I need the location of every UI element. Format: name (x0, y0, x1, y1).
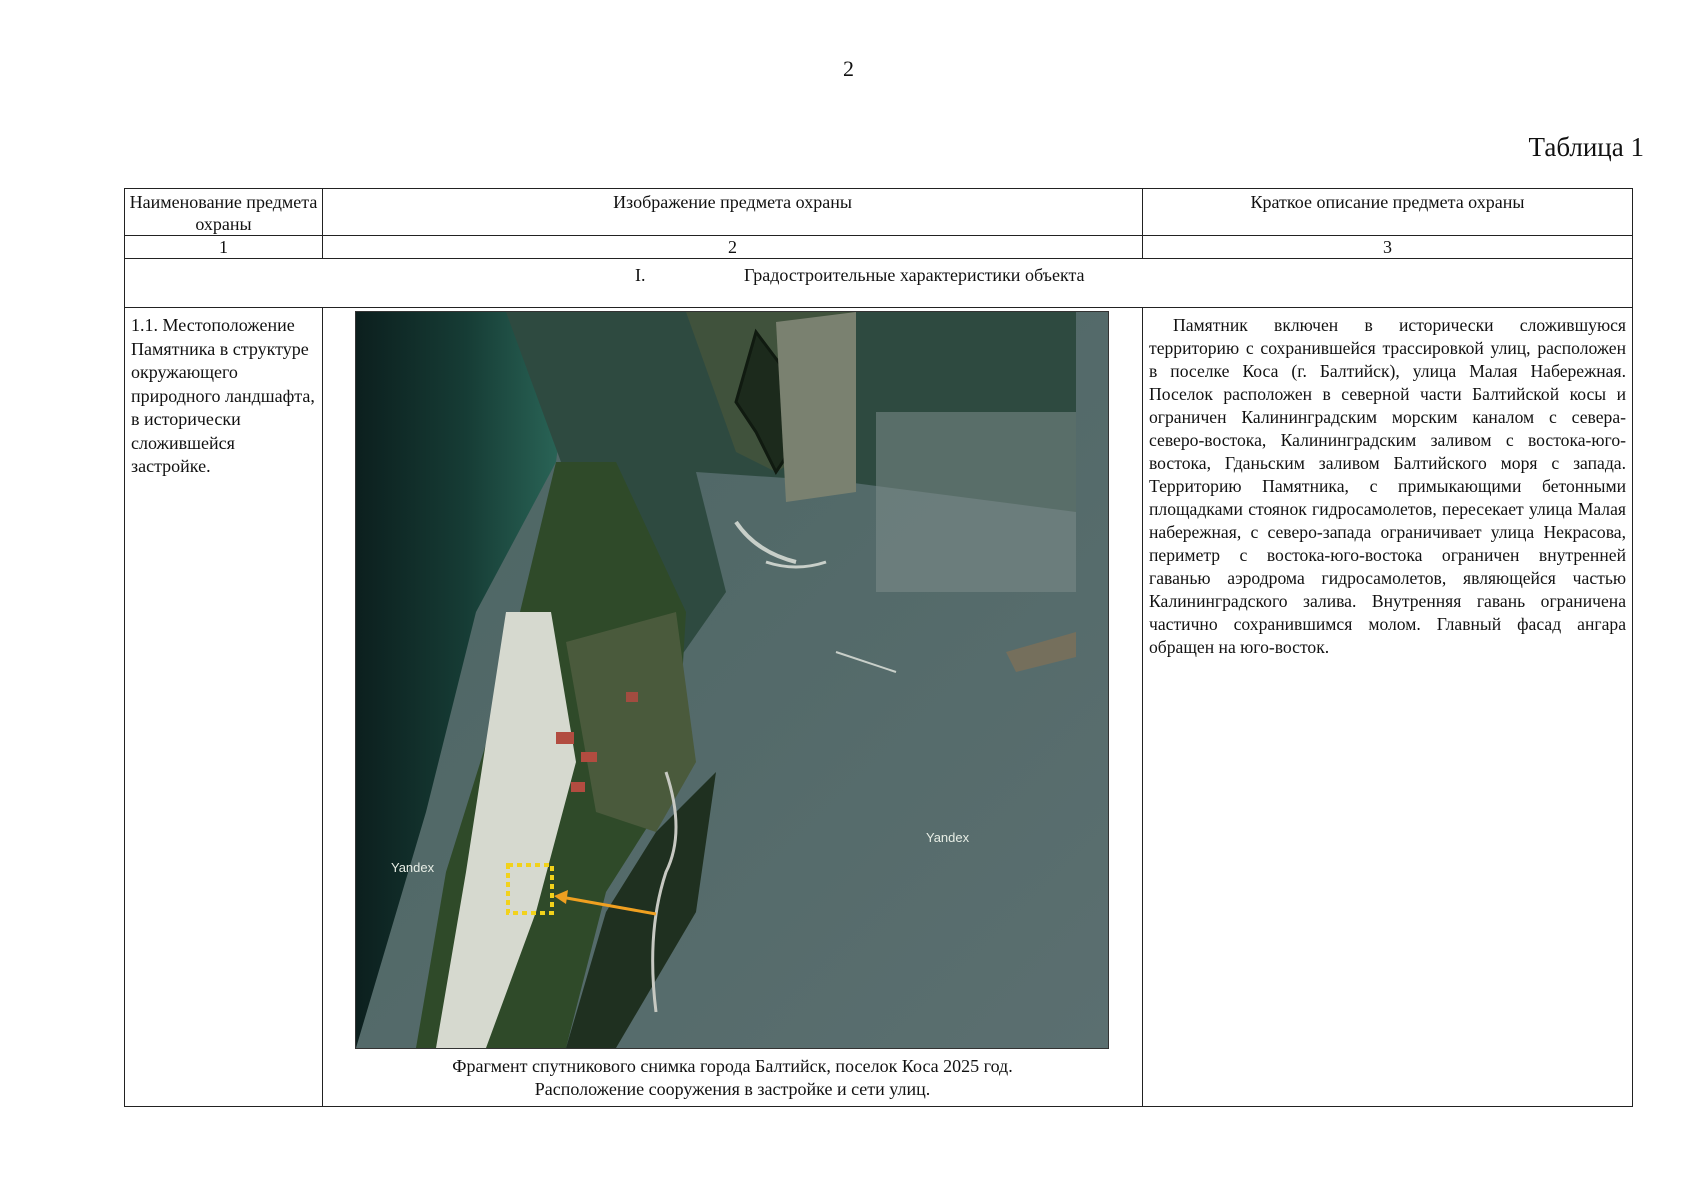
section-heading (125, 259, 1633, 308)
caption-line-1: Фрагмент спутникового снимка города Балтийск, поселок Коса 2025 год. (452, 1056, 1013, 1076)
satellite-image (355, 311, 1109, 1049)
yandex-watermark-right: Yandex (926, 830, 970, 845)
section-row (125, 259, 1633, 308)
object-name-cell: 1.1. Местоположение Памятника в структуре окружающего природного ландшафта, в исторически сложившейся застройке. (125, 308, 323, 1107)
table-label: Таблица 1 (1528, 132, 1644, 162)
caption-line-2: Расположение сооружения в застройке и сети улиц. (534, 1079, 931, 1099)
yandex-watermark-left: Yandex (391, 860, 435, 875)
column-number-1: 1 (125, 236, 323, 259)
column-number-3: 3 (1143, 236, 1633, 259)
header-row (125, 189, 1633, 236)
page-number: 2 (843, 56, 854, 81)
column-number-row (125, 236, 1633, 259)
section-title: Градостроительные характеристики объекта (744, 265, 1085, 285)
image-caption (323, 1055, 1142, 1101)
section-number: I. (635, 265, 646, 285)
header-image: Изображение предмета охраны (323, 189, 1143, 236)
table-row (125, 308, 1633, 1107)
image-cell (323, 308, 1143, 1107)
header-description: Краткое описание предмета охраны (1143, 189, 1633, 236)
header-name: Наименование предмета охраны (125, 189, 323, 236)
description-cell: Памятник включен в исторически сложившуюся территорию с сохранившейся трассировкой улиц, расположен в поселке Коса (г. Балтийск), улица Малая Набережная. Поселок расположен в северной части Балтийской косы и ограничен Калининградским морским каналом с севера-северо-востока, Калининградским заливом с востока-юго-востока, Гданьским заливом Балтийского моря с запада. Территорию Памятника, с примыкающими бетонными площадками стоянок гидросамолетов, пересекает улица Малая набережная, с северо-запада ограничивает улица Некрасова, периметр с востока-юго-востока ограничен внутренней гаванью аэродрома гидросамолетов, являющейся частью Калининградского залива. Внутренняя гавань ограничена частично сохранившимся молом. Главный фасад ангара обращен на юго-восток. (1143, 308, 1633, 1107)
protection-table (124, 188, 1633, 1107)
column-number-2: 2 (323, 236, 1143, 259)
